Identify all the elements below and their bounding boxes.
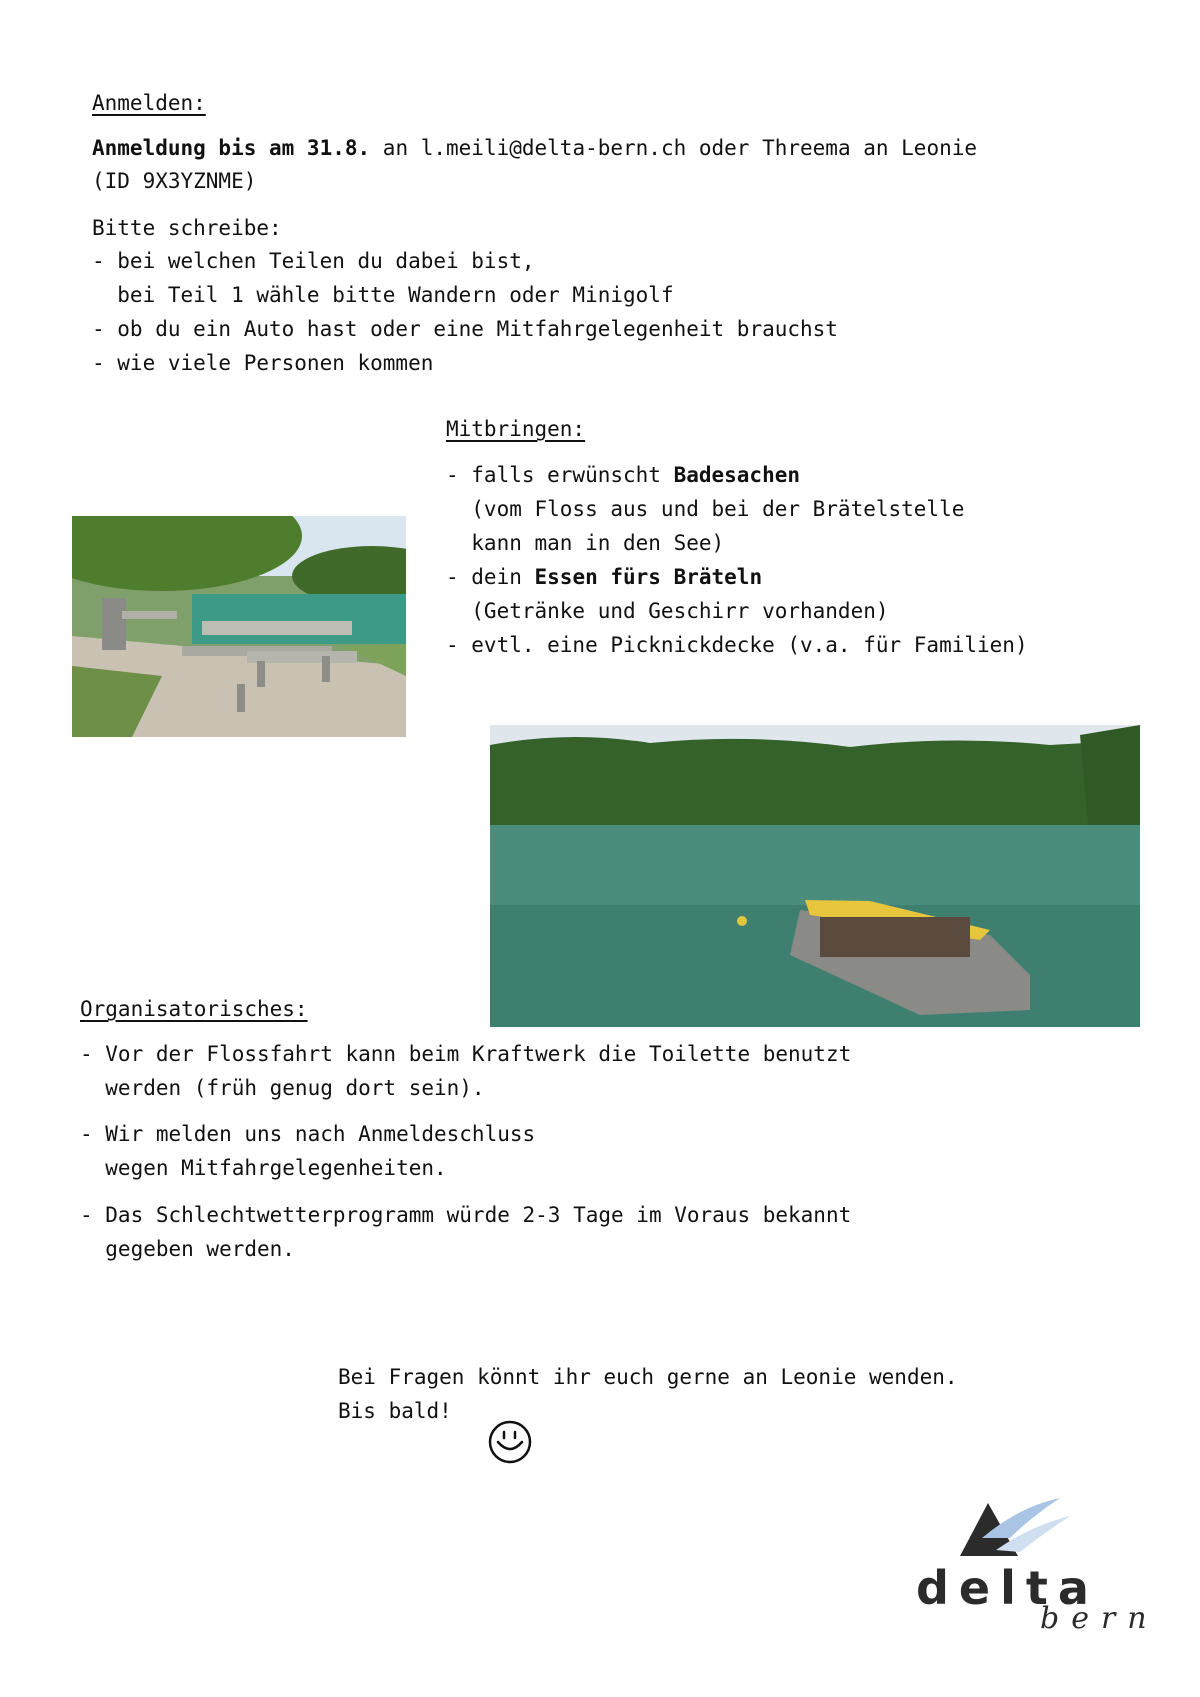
bring-item-line: kann man in den See) (446, 531, 725, 555)
signup-item: - ob du ein Auto hast oder eine Mitfahrgelegenheit brauchst (92, 317, 838, 341)
raft-on-lake-photo (490, 725, 1140, 1027)
delta-logo-icon (960, 1498, 1070, 1560)
signup-item: bei Teil 1 wähle bitte Wandern oder Minigolf (92, 283, 674, 307)
smiley-icon (486, 1418, 534, 1466)
signup-deadline-bold: Anmeldung bis am 31.8. (92, 136, 371, 160)
signup-item: - bei welchen Teilen du dabei bist, (92, 249, 535, 273)
logo-word-bern: bern (1040, 1601, 1159, 1636)
bring-item-prefix: - dein (446, 565, 535, 589)
bring-item-line: (Getränke und Geschirr vorhanden) (446, 599, 889, 623)
bring-item-swimwear (446, 458, 800, 492)
bring-item-food (446, 560, 762, 594)
signup-item: - wie viele Personen kommen (92, 351, 434, 375)
bring-item-bold: Badesachen (673, 463, 801, 487)
bring-item-blanket: - evtl. eine Picknickdecke (v.a. für Familien) (446, 633, 1028, 657)
organisation-item-line: wegen Mitfahrgelegenheiten. (80, 1156, 447, 1180)
closing-bye: Bis bald! (338, 1399, 452, 1423)
bring-heading: Mitbringen: (446, 417, 586, 441)
organisation-item: - Das Schlechtwetterprogramm würde 2-3 Tage im Voraus bekannt (80, 1203, 852, 1227)
bring-item-line: (vom Floss aus und bei der Brätelstelle (446, 497, 965, 521)
logo-word-delta: delta (916, 1561, 1099, 1615)
signup-deadline (92, 131, 977, 165)
organisation-item: - Vor der Flossfahrt kann beim Kraftwerk die Toilette benutzt (80, 1042, 852, 1066)
bring-item-bold: Essen fürs Bräteln (534, 565, 763, 589)
please-write: Bitte schreibe: (92, 216, 282, 240)
signup-heading: Anmelden: (92, 91, 206, 115)
organisation-item-line: werden (früh genug dort sein). (80, 1076, 485, 1100)
organisation-item-line: gegeben werden. (80, 1237, 295, 1261)
threema-id: (ID 9X3YZNME) (92, 169, 257, 193)
signup-deadline-text: an l.meili@delta-bern.ch oder Threema an Leonie (370, 136, 978, 160)
picnic-table-photo (72, 516, 406, 737)
bring-item-prefix: - falls erwünscht (446, 463, 674, 487)
organisation-item: - Wir melden uns nach Anmeldeschluss (80, 1122, 536, 1146)
closing-questions: Bei Fragen könnt ihr euch gerne an Leonie wenden. (338, 1365, 958, 1389)
organisation-heading: Organisatorisches: (80, 997, 308, 1021)
